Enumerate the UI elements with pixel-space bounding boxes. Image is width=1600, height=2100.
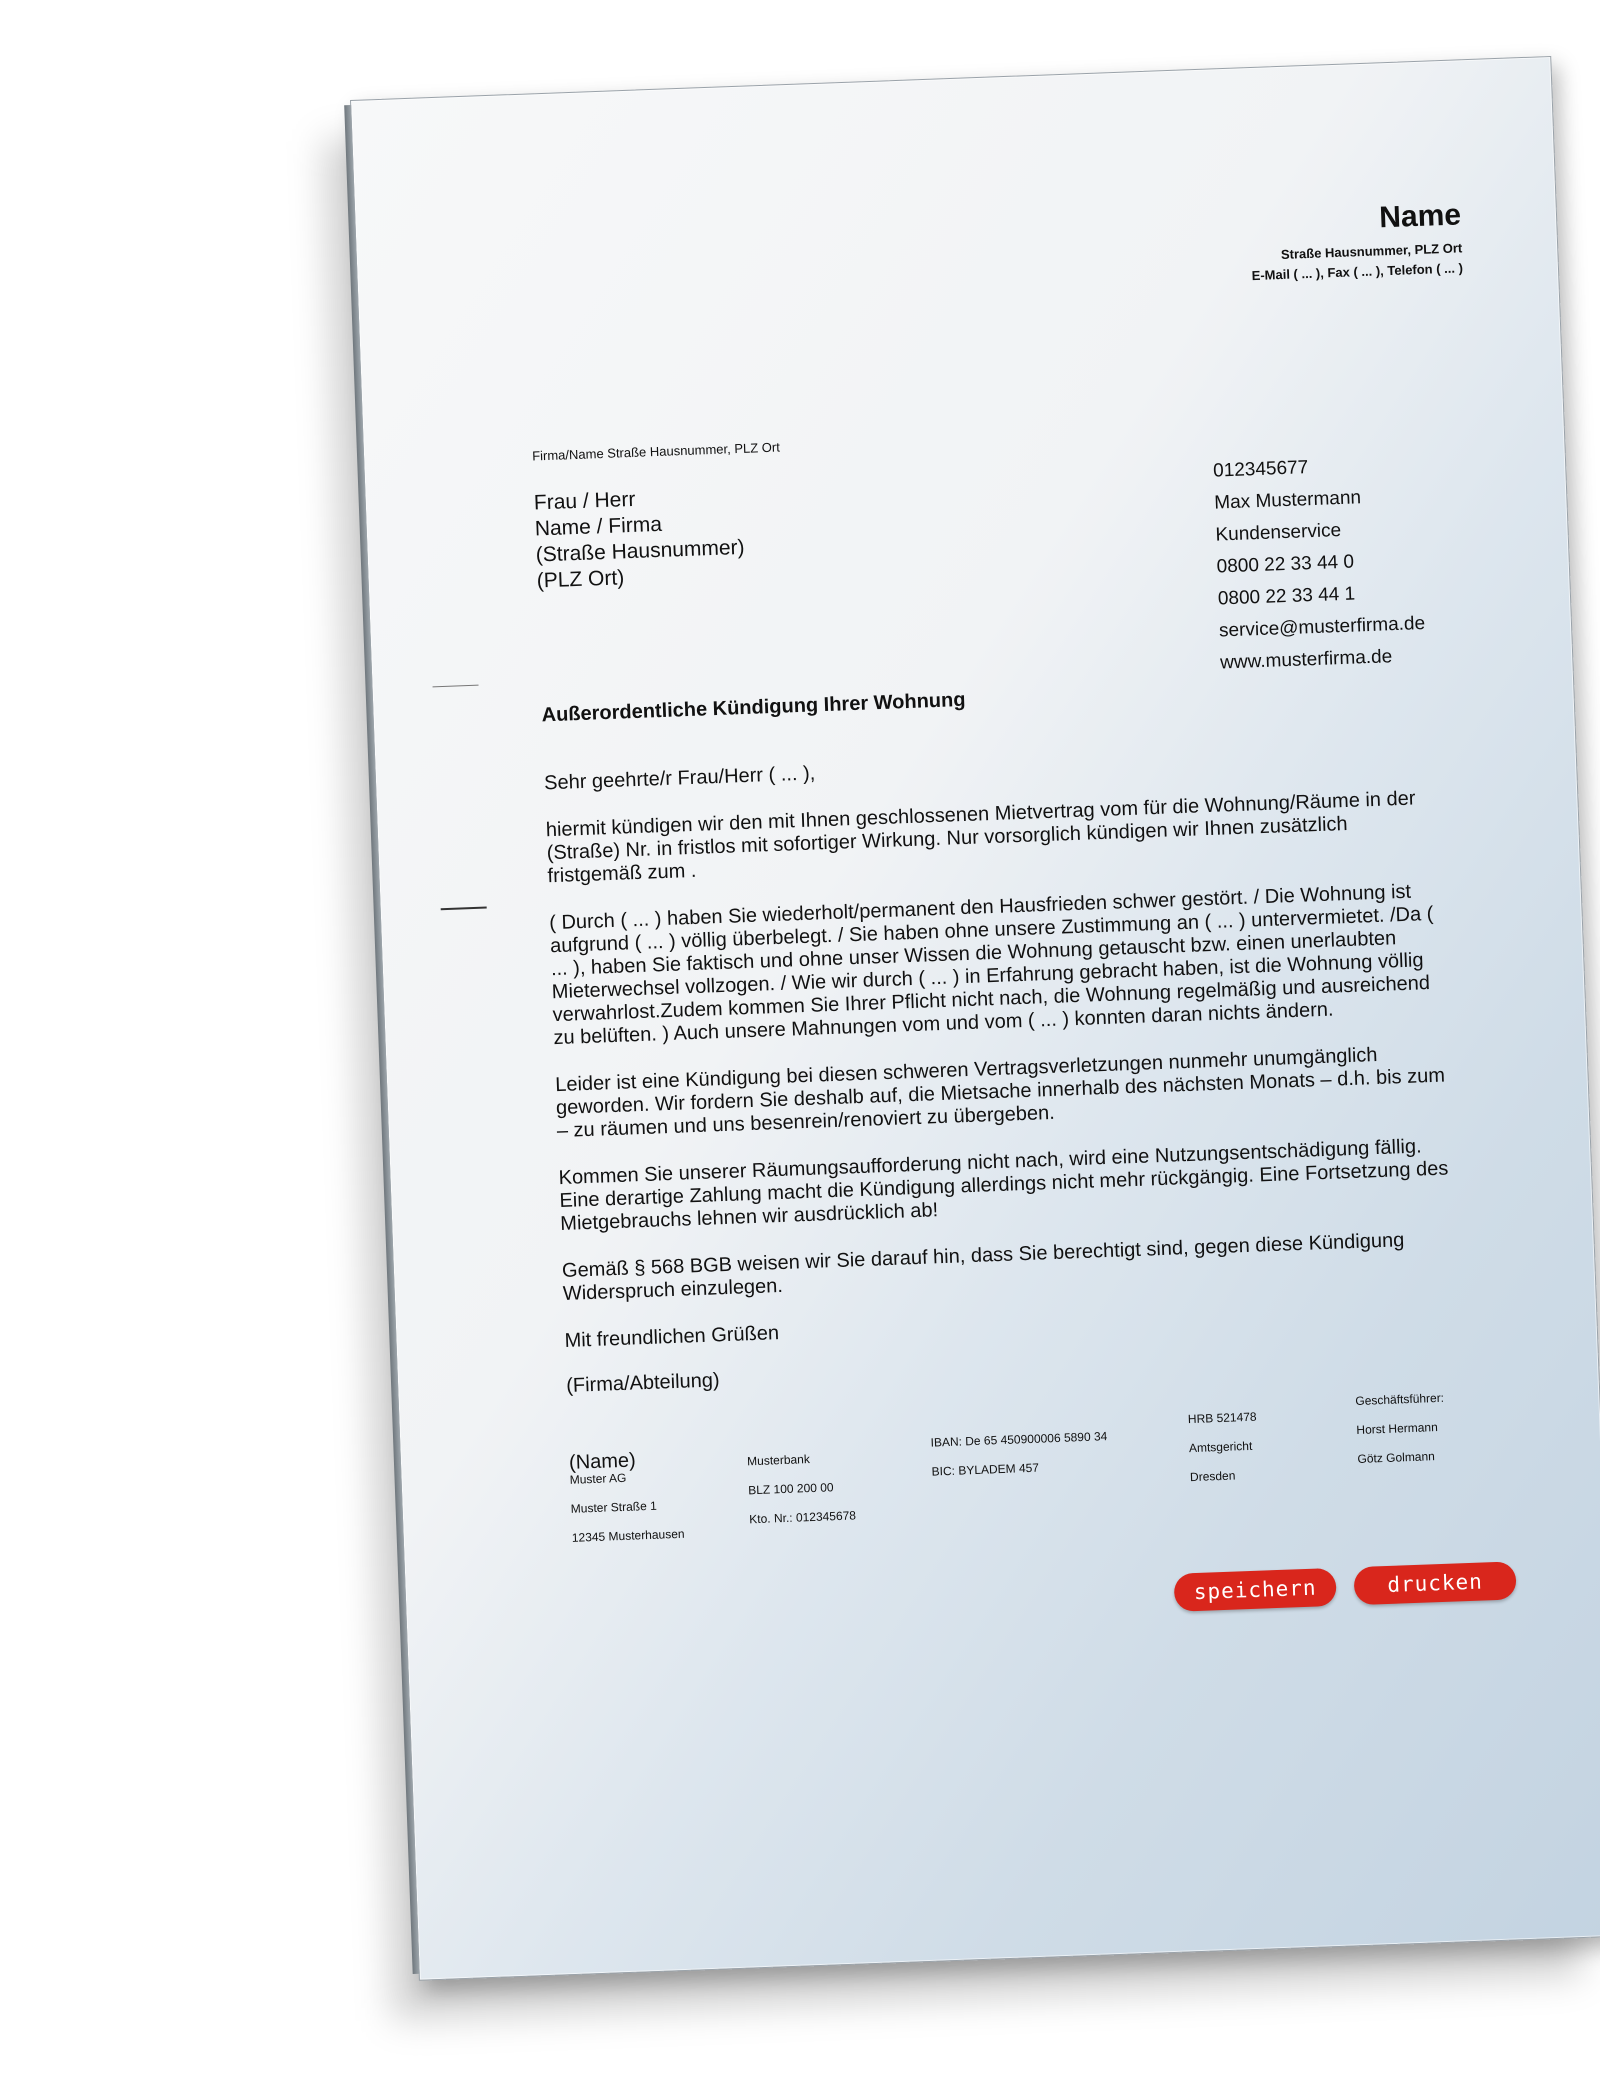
body-paragraph: Gemäß § 568 BGB weisen wir Sie darauf hin, dass Sie berechtigt sind, gegen diese Kündigung Widerspruch einzulegen. (561, 1229, 1405, 1305)
contact-phone: 0800 22 33 44 0 (1216, 551, 1355, 578)
recipient-line: (PLZ Ort) (536, 566, 625, 593)
footer-register (1187, 1403, 1259, 1492)
body-paragraph: ( Durch ( ... ) haben Sie wiederholt/permanent den Hausfrieden schwer gestört. / Die Wohnung ist aufgrund ( ... ) völlig überbelegt. / Sie haben ohne unsere Zustimmung an ( ... ) untervermietet. /Da ( ... ), haben Sie faktisch und ohne unser Wissen die Wohnung getauscht bzw. einen unerlaubten Mieterwechsel vollzogen. / Wie wir durch ( ... ) in Erfahrung gebracht haben, ist die Wohnung völlig verwahrlost.Zudem kommen Sie Ihrer Pflicht nicht nach, die Wohnung regelmäßig und ausreichend zu belüften. ) Auch unsere Mahnungen vom und vom ( ... ) konnten daran nichts ändern. (548, 880, 1434, 1050)
sender-address: Straße Hausnummer, PLZ Ort (1280, 240, 1463, 262)
reference-number: 012345677 (1212, 457, 1309, 482)
signature-department: (Firma/Abteilung) (565, 1369, 720, 1397)
footer-company (569, 1462, 685, 1553)
footer-line: Horst Hermann (1356, 1420, 1438, 1438)
contact-website: www.musterfirma.de (1219, 646, 1393, 674)
footer-bank (747, 1443, 857, 1534)
salutation: Sehr geehrte/r Frau/Herr ( ... ), (543, 762, 816, 795)
letter-document (350, 56, 1600, 1981)
footer-line: Muster AG (569, 1470, 627, 1487)
contact-fax: 0800 22 33 44 1 (1217, 583, 1356, 610)
footer-line: Dresden (1189, 1468, 1236, 1485)
fold-mark (433, 685, 479, 688)
footer-line: BIC: BYLADEM 457 (931, 1460, 1040, 1479)
recipient-line: Frau / Herr (533, 487, 636, 515)
footer-line: Muster Straße 1 (570, 1498, 658, 1516)
footer-iban (930, 1422, 1109, 1486)
footer-line: Musterbank (746, 1452, 811, 1469)
footer-line: Götz Golmann (1357, 1449, 1436, 1466)
print-button[interactable]: drucken (1353, 1561, 1516, 1605)
letter-subject: Außerordentliche Kündigung Ihrer Wohnung (541, 688, 966, 727)
contact-block (1213, 448, 1427, 679)
body-paragraph: hiermit kündigen wir den mit Ihnen geschlossenen Mietvertrag vom für die Wohnung/Räume in der (Straße) Nr. in fristlos mit sofortiger Wirkung. Nur vorsorglich kündigen wir Ihnen zusätzlich fristgemäß zum . (545, 787, 1416, 888)
letter-body (544, 739, 1470, 1498)
return-address-line: Firma/Name Straße Hausnummer, PLZ Ort (531, 439, 781, 464)
footer-line: Amtsgericht (1188, 1438, 1253, 1456)
signature-name: (Name) (568, 1449, 637, 1474)
footer-line: Kto. Nr.: 012345678 (749, 1508, 857, 1527)
recipient-address (533, 483, 746, 595)
closing: Mit freundlichen Grüßen (564, 1322, 780, 1352)
footer-line: 12345 Musterhausen (571, 1526, 685, 1545)
sender-name: Name (1378, 198, 1462, 235)
punch-mark (441, 907, 487, 911)
contact-email: service@musterfirma.de (1218, 612, 1426, 642)
contact-person: Max Mustermann (1213, 487, 1362, 514)
body-paragraph: Leider ist eine Kündigung bei diesen schweren Vertragsverletzungen nunmehr unumgänglich geworden. Wir fordern Sie deshalb auf, die Mietsache innerhalb des nächsten Monats – d.h. bis zum – zu räumen und uns besenrein/renoviert zu übergeben. (554, 1043, 1446, 1143)
body-paragraph: Kommen Sie unserer Räumungsaufforderung nicht nach, wird eine Nutzungsentschädigung fällig. Eine derartige Zahlung macht die Kündigung allerdings nicht mehr rückgängig. Eine Fortsetzung des Mietgebrauchs lehnen wir ausdrücklich ab! (558, 1135, 1449, 1236)
recipient-line: Name / Firma (534, 512, 663, 541)
footer-line: Geschäftsführer: (1355, 1390, 1445, 1409)
footer-line: BLZ 100 200 00 (747, 1480, 834, 1498)
recipient-line: (Straße Hausnummer) (535, 535, 745, 567)
footer-line: HRB 521478 (1187, 1409, 1257, 1427)
sender-contact: E-Mail ( ... ), Fax ( ... ), Telefon ( ... ) (1251, 260, 1464, 284)
footer-management (1355, 1384, 1447, 1474)
save-button[interactable]: speichern (1174, 1568, 1337, 1612)
contact-department: Kundenservice (1215, 519, 1342, 546)
footer-line: IBAN: De 65 450900006 5890 34 (930, 1429, 1108, 1450)
